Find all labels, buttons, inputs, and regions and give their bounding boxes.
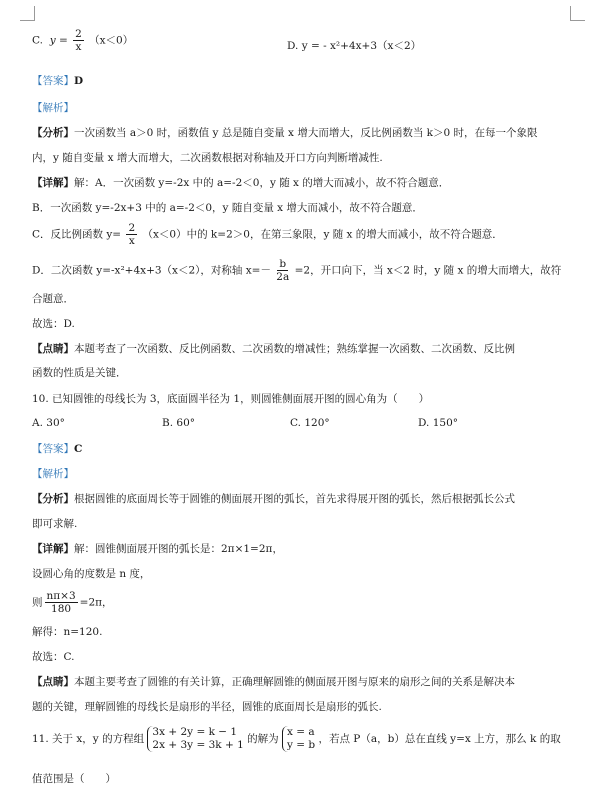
q9-line-b: B．一次函数 y=-2x+3 中的 a=-2＜0，y 随自变量 x 增大而减小，故不符合题意． (32, 202, 423, 214)
dianjing-text: 本题考查了一次函数、反比例函数、二次函数的增减性；熟练掌握一次函数、二次函数、反比例 (74, 343, 515, 355)
q9-option-c (32, 28, 133, 53)
option-c-fraction (73, 28, 84, 53)
q9-answer (32, 74, 83, 88)
xiangjie-tag: 【详解】 (32, 177, 74, 189)
q9-fenxi-1 (32, 126, 538, 140)
crop-mark-top-right (570, 6, 585, 21)
line-d-prefix: D．二次函数 y=-x²+4x+3（x＜2），对称轴 x=－ (32, 264, 271, 277)
line-c-prefix: C．反比例函数 y= (32, 228, 122, 241)
fraction-denominator: 2a (276, 271, 290, 283)
q11-stem-suffix: ，若点 P（a，b）总在直线 y=x 上方，那么 k 的取 (318, 733, 561, 745)
line-d-fraction (276, 258, 289, 283)
q9-line-d (32, 258, 561, 283)
q11-stem-2: 值范围是（ ） (32, 773, 116, 785)
q9-line-c (32, 222, 503, 247)
q10-dianjing-2: 题的关键，理解圆锥的母线长是扇形的半径，圆锥的底面周长是扇形的弧长. (32, 701, 382, 713)
q11-stem-prefix: 11. 关于 x，y 的方程组 (32, 733, 145, 745)
fenxi-text: 根据圆锥的底面周长等于圆锥的侧面展开图的弧长，首先求得展开图的弧长，然后根据弧长公式 (74, 493, 515, 505)
dianjing-tag: 【点睛】 (32, 676, 74, 688)
xiangjie-text: 解：A．一次函数 y=-2x 中的 a=-2＜0，y 随 x 的增大而减小，故不符合题意． (74, 177, 450, 189)
solution-1: x = a (286, 726, 315, 738)
q10-line-4: 解得：n=120. (32, 626, 103, 638)
q10-stem: 10. 已知圆锥的母线长为 3，底面圆半径为 1，则圆锥侧面展开图的圆心角为（ ） (32, 393, 430, 405)
fenxi-text: 一次函数当 a＞0 时，函数值 y 总是随自变量 x 增大而增大，反比例函数当 k＞0 时，在每一个象限 (74, 127, 538, 139)
q10-line-2: 设圆心角的度数是 n 度， (32, 568, 151, 580)
answer-value: C (74, 443, 83, 455)
fraction-numerator: b (279, 258, 287, 270)
q9-fenxi-2: 内，y 随自变量 x 增大而增大，二次函数根据对称轴及开口方向判断增减性. (32, 152, 383, 164)
fraction-numerator: 2 (75, 28, 82, 40)
fraction-denominator: x (128, 235, 135, 247)
line-3-suffix: =2π， (79, 596, 113, 609)
q11-solution-system (282, 726, 315, 752)
q10-answer (32, 442, 82, 456)
q10-guxuan: 故选：C. (32, 651, 75, 663)
answer-value: D (74, 75, 84, 87)
fenxi-tag: 【分析】 (32, 127, 74, 139)
answer-tag: 【答案】 (32, 75, 74, 87)
q9-dianjing-1 (32, 342, 515, 356)
q9-guxuan: 故选：D. (32, 318, 75, 330)
q9-xiangjie-a (32, 176, 449, 190)
option-c-prefix: C. (32, 34, 43, 47)
equation-1: 3x + 2y = k − 1 (152, 726, 238, 738)
fenxi-tag: 【分析】 (32, 493, 74, 505)
line-3-prefix: 则 (32, 596, 43, 609)
dianjing-tag: 【点睛】 (32, 343, 74, 355)
line-3-fraction (45, 590, 78, 615)
q10-jiexi-tag: 【解析】 (32, 468, 74, 480)
line-d-suffix: =2，开口向下，当 x＜2 时，y 随 x 的增大而增大，故符 (294, 264, 562, 277)
xiangjie-tag: 【详解】 (32, 543, 74, 555)
q9-dianjing-2: 函数的性质是关键． (32, 367, 127, 379)
q10-option-d: D. 150° (418, 417, 459, 429)
q10-option-c: C. 120° (290, 417, 330, 429)
q11-stem (32, 726, 561, 752)
answer-tag: 【答案】 (32, 443, 74, 455)
q11-equation-system (147, 726, 243, 752)
q10-fenxi-2: 即可求解. (32, 518, 78, 530)
xiangjie-text: 解：圆锥侧面展开图的弧长是：2π×1=2π， (74, 543, 283, 555)
fraction-denominator: x (75, 41, 82, 53)
q9-jiexi-tag: 【解析】 (32, 102, 74, 114)
fraction-numerator: 2 (128, 222, 136, 234)
fraction-denominator: 180 (51, 603, 72, 615)
option-c-condition: （x＜0） (89, 34, 134, 47)
q9-option-d: D. y = - x²+4x+3（x＜2） (287, 40, 422, 52)
q10-fenxi-1 (32, 492, 515, 506)
option-c-y: y = (49, 34, 68, 47)
q10-line-3 (32, 590, 113, 615)
line-c-fraction (126, 222, 137, 247)
q10-dianjing-1 (32, 675, 515, 689)
q10-option-b: B. 60° (162, 417, 196, 429)
equation-2: 2x + 3y = 3k + 1 (152, 739, 244, 751)
q11-stem-mid: 的解为 (247, 733, 279, 745)
crop-mark-top-left (20, 6, 35, 21)
fraction-numerator: nπ×3 (46, 590, 76, 602)
q10-option-a: A. 30° (32, 417, 65, 429)
line-c-suffix: （x＜0）中的 k=2＞0，在第三象限，y 随 x 的增大而减小，故不符合题意． (142, 228, 503, 241)
q9-line-d-2: 合题意． (32, 293, 74, 305)
solution-2: y = b (286, 739, 316, 751)
q10-xiangjie-1 (32, 542, 283, 556)
dianjing-text: 本题主要考查了圆锥的有关计算，正确理解圆锥的侧面展开图与原来的扇形之间的关系是解决本 (74, 676, 515, 688)
